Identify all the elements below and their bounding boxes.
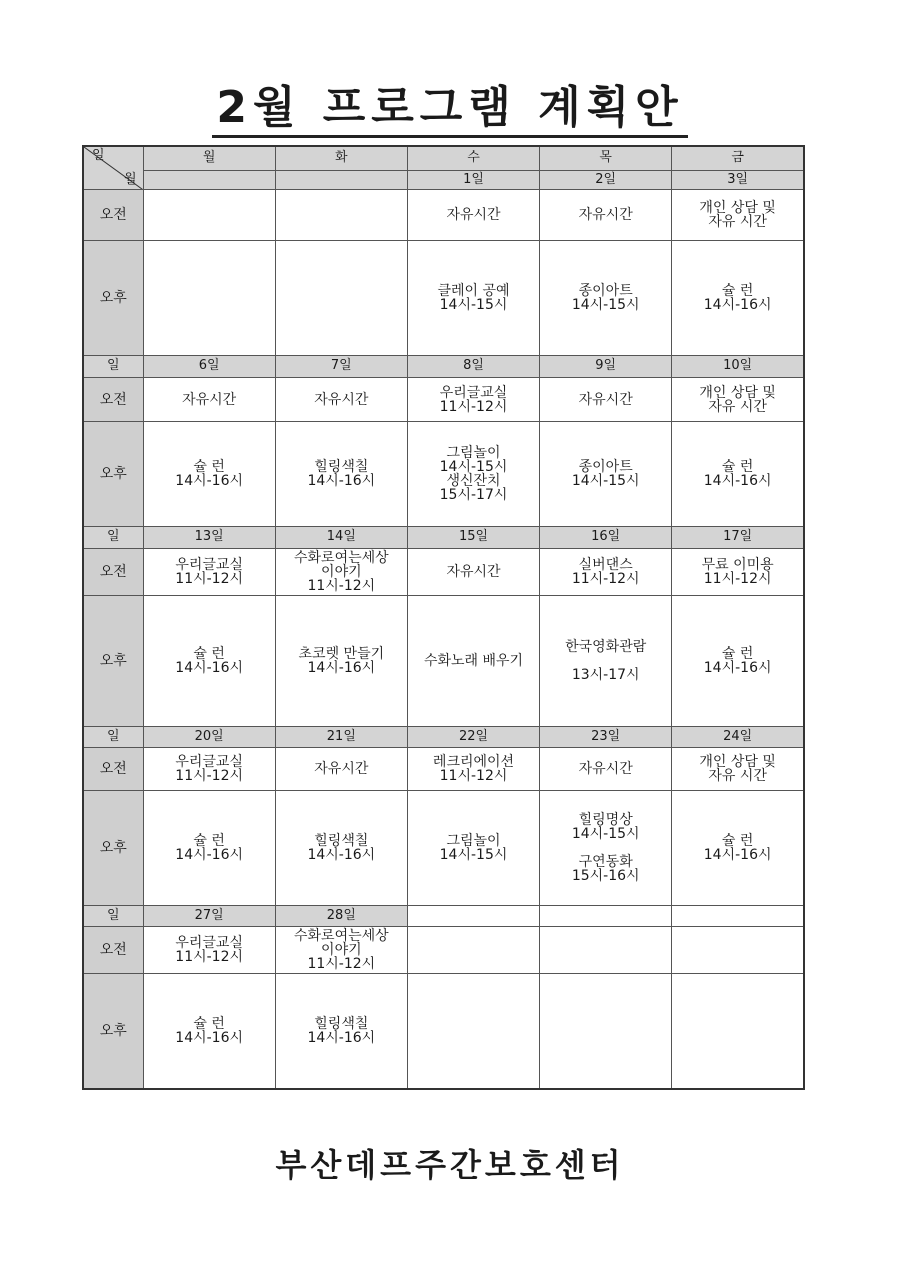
program-cell bbox=[540, 377, 672, 422]
weekday-fri: 금 bbox=[672, 146, 804, 170]
am-row bbox=[83, 190, 804, 241]
program-text: 11시-12시 bbox=[703, 570, 772, 587]
program-text: 슐 런 bbox=[193, 459, 225, 476]
program-text: 11시-12시 bbox=[439, 768, 508, 785]
program-cell bbox=[672, 927, 804, 974]
program-cell bbox=[407, 596, 539, 726]
program-cell bbox=[275, 422, 407, 527]
date-cell: 27일 bbox=[143, 905, 275, 927]
program-text: 14시-16시 bbox=[307, 1030, 376, 1046]
pm-row bbox=[83, 790, 804, 905]
program-text: 11시-12시 bbox=[175, 768, 244, 785]
pm-row bbox=[83, 241, 804, 356]
am-row bbox=[83, 748, 804, 790]
program-cell bbox=[540, 790, 672, 905]
program-text: 14시-16시 bbox=[703, 659, 772, 676]
weekday-header-row bbox=[83, 146, 804, 170]
program-text: 종이아트 bbox=[578, 459, 633, 476]
corner-month-label: 월 bbox=[124, 172, 137, 188]
program-text: 슐 런 bbox=[721, 283, 754, 300]
program-cell bbox=[540, 748, 672, 790]
program-cell bbox=[275, 790, 407, 905]
week-label: 일 bbox=[83, 356, 143, 378]
program-text: 슐 런 bbox=[721, 832, 754, 849]
center-name: 부산데프주간보호센터 bbox=[275, 1146, 625, 1184]
am-row bbox=[83, 927, 804, 974]
program-text: 그림놀이 bbox=[446, 445, 501, 462]
program-text: 11시-12시 bbox=[307, 956, 376, 973]
date-cell: 24일 bbox=[672, 726, 804, 748]
program-cell bbox=[143, 790, 275, 905]
am-row bbox=[83, 377, 804, 422]
program-text: 14시-16시 bbox=[175, 473, 244, 490]
program-cell bbox=[407, 377, 539, 422]
program-text: 15시-17시 bbox=[439, 487, 508, 504]
date-cell: 22일 bbox=[407, 726, 539, 748]
date-cell: 20일 bbox=[143, 726, 275, 748]
program-text: 자유 시간 bbox=[708, 768, 767, 785]
program-text: 그림놀이 bbox=[446, 832, 501, 849]
program-text: 자유 시간 bbox=[708, 214, 767, 231]
program-cell bbox=[540, 190, 672, 241]
program-cell bbox=[407, 974, 539, 1090]
program-text: 14시-16시 bbox=[175, 659, 244, 676]
program-cell bbox=[143, 927, 275, 974]
program-text: 14시-15시 bbox=[571, 473, 640, 490]
program-cell bbox=[540, 548, 672, 596]
program-text: 수화노래 배우기 bbox=[423, 652, 524, 669]
week-label: 일 bbox=[83, 726, 143, 748]
date-cell: 7일 bbox=[275, 356, 407, 378]
program-text: 11시-12시 bbox=[439, 398, 508, 415]
program-cell bbox=[407, 422, 539, 527]
program-text: 무료 이미용 bbox=[701, 556, 774, 573]
week-label: 일 bbox=[83, 526, 143, 548]
program-cell bbox=[407, 190, 539, 241]
spacer bbox=[540, 841, 671, 855]
spacer bbox=[540, 654, 671, 668]
program-text: 14시-16시 bbox=[703, 846, 772, 863]
program-text: 11시-12시 bbox=[307, 577, 376, 594]
program-cell bbox=[672, 422, 804, 527]
program-text: 14시-16시 bbox=[703, 297, 772, 314]
program-text: 14시-16시 bbox=[175, 846, 244, 863]
program-text: 11시-12시 bbox=[175, 570, 244, 587]
program-cell bbox=[275, 548, 407, 596]
program-text: 자유시간 bbox=[446, 563, 501, 580]
program-text: 자유시간 bbox=[578, 761, 633, 778]
program-text: 개인 상담 및 bbox=[699, 754, 776, 771]
program-text: 슐 런 bbox=[193, 832, 225, 849]
program-text: 자유시간 bbox=[578, 391, 633, 408]
program-text: 자유시간 bbox=[314, 761, 369, 778]
date-cell: 28일 bbox=[275, 905, 407, 927]
program-text: 수화로여는세상 bbox=[294, 549, 389, 566]
program-cell bbox=[672, 748, 804, 790]
program-cell bbox=[540, 596, 672, 726]
program-cell bbox=[275, 596, 407, 726]
date-cell: 16일 bbox=[540, 526, 672, 548]
program-text: 이야기 bbox=[321, 942, 362, 959]
am-row bbox=[83, 548, 804, 596]
program-text: 힐링색칠 bbox=[314, 1016, 369, 1032]
program-text: 11시-12시 bbox=[175, 949, 244, 966]
date-cell bbox=[407, 905, 539, 927]
program-text: 14시-16시 bbox=[307, 659, 376, 676]
program-text: 우리글교실 bbox=[175, 754, 243, 771]
page-title: 2월 프로그램 계획안 bbox=[0, 82, 900, 138]
date-cell: 13일 bbox=[143, 526, 275, 548]
program-text: 종이아트 bbox=[578, 283, 633, 300]
program-cell bbox=[275, 974, 407, 1090]
program-text: 우리글교실 bbox=[175, 935, 243, 952]
pm-label: 오후 bbox=[83, 974, 143, 1090]
program-cell bbox=[143, 422, 275, 527]
date-cell: 6일 bbox=[143, 356, 275, 378]
date-cell: 14일 bbox=[275, 526, 407, 548]
program-text: 개인 상담 및 bbox=[699, 384, 776, 401]
pm-label: 오후 bbox=[83, 422, 143, 527]
program-text: 힐링색칠 bbox=[314, 832, 369, 849]
program-cell bbox=[407, 241, 539, 356]
program-cell bbox=[143, 241, 275, 356]
program-cell bbox=[672, 190, 804, 241]
program-text: 실버댄스 bbox=[578, 556, 633, 573]
program-text: 11시-12시 bbox=[571, 570, 640, 587]
program-text: 14시-15시 bbox=[571, 297, 640, 314]
program-text: 자유 시간 bbox=[708, 398, 767, 415]
pm-row bbox=[83, 596, 804, 726]
pm-label: 오후 bbox=[83, 596, 143, 726]
program-text: 14시-16시 bbox=[175, 1030, 244, 1046]
program-cell bbox=[143, 748, 275, 790]
date-cell: 17일 bbox=[672, 526, 804, 548]
program-cell bbox=[275, 377, 407, 422]
program-cell bbox=[407, 748, 539, 790]
date-cell: 9일 bbox=[540, 356, 672, 378]
date-cell bbox=[540, 905, 672, 927]
date-cell: 10일 bbox=[672, 356, 804, 378]
weekday-tue: 화 bbox=[275, 146, 407, 170]
program-text: 14시-15시 bbox=[439, 846, 508, 863]
am-label: 오전 bbox=[83, 190, 143, 241]
program-text: 14시-16시 bbox=[703, 473, 772, 490]
program-cell bbox=[275, 241, 407, 356]
program-cell bbox=[672, 974, 804, 1090]
program-cell bbox=[540, 927, 672, 974]
program-text: 13시-17시 bbox=[571, 666, 640, 683]
program-cell bbox=[540, 241, 672, 356]
corner-cell bbox=[83, 146, 143, 190]
program-text: 자유시간 bbox=[182, 391, 237, 408]
program-text: 자유시간 bbox=[578, 207, 633, 224]
program-text: 14시-15시 bbox=[439, 459, 508, 476]
am-label: 오전 bbox=[83, 748, 143, 790]
program-text: 자유시간 bbox=[446, 207, 501, 224]
program-text: 슐 런 bbox=[193, 1016, 225, 1032]
program-cell bbox=[407, 790, 539, 905]
program-cell bbox=[540, 974, 672, 1090]
program-text: 수화로여는세상 bbox=[294, 928, 389, 945]
program-text: 이야기 bbox=[321, 563, 362, 580]
date-cell: 1일 bbox=[407, 170, 539, 190]
program-text: 14시-16시 bbox=[307, 473, 376, 490]
program-cell bbox=[143, 974, 275, 1090]
date-row bbox=[83, 726, 804, 748]
program-text: 우리글교실 bbox=[439, 384, 508, 401]
week-label: 일 bbox=[83, 905, 143, 927]
program-cell bbox=[540, 422, 672, 527]
schedule-table bbox=[82, 145, 805, 1090]
am-label: 오전 bbox=[83, 548, 143, 596]
program-text: 슐 런 bbox=[193, 645, 225, 662]
weekday-mon: 월 bbox=[143, 146, 275, 170]
pm-label: 오후 bbox=[83, 790, 143, 905]
weekday-wed: 수 bbox=[407, 146, 539, 170]
program-text: 힐링색칠 bbox=[314, 459, 369, 476]
date-cell bbox=[275, 170, 407, 190]
date-cell bbox=[143, 170, 275, 190]
program-cell bbox=[275, 190, 407, 241]
program-cell bbox=[672, 548, 804, 596]
program-cell bbox=[143, 377, 275, 422]
program-text: 클레이 공예 bbox=[437, 283, 510, 300]
date-row bbox=[83, 356, 804, 378]
program-text: 초코렛 만들기 bbox=[298, 645, 385, 662]
program-text: 우리글교실 bbox=[175, 556, 243, 573]
date-cell: 3일 bbox=[672, 170, 804, 190]
program-cell bbox=[672, 790, 804, 905]
program-text: 14시-16시 bbox=[307, 846, 376, 863]
program-text: 레크리에이션 bbox=[432, 754, 515, 771]
pm-row bbox=[83, 974, 804, 1090]
date-cell: 21일 bbox=[275, 726, 407, 748]
program-cell bbox=[143, 596, 275, 726]
program-text: 생신잔치 bbox=[446, 473, 501, 490]
program-text: 힐링명상 bbox=[578, 811, 633, 828]
date-cell: 8일 bbox=[407, 356, 539, 378]
program-text: 14시-15시 bbox=[571, 825, 640, 842]
program-text: 자유시간 bbox=[314, 391, 369, 408]
program-text: 슐 런 bbox=[721, 459, 754, 476]
program-text: 14시-15시 bbox=[439, 297, 508, 314]
program-text: 한국영화관람 bbox=[565, 638, 647, 655]
program-cell bbox=[672, 377, 804, 422]
am-label: 오전 bbox=[83, 377, 143, 422]
program-cell bbox=[407, 548, 539, 596]
program-cell bbox=[672, 596, 804, 726]
program-text: 개인 상담 및 bbox=[699, 200, 776, 217]
date-cell: 2일 bbox=[540, 170, 672, 190]
program-cell bbox=[275, 748, 407, 790]
pm-label: 오후 bbox=[83, 241, 143, 356]
program-cell bbox=[407, 927, 539, 974]
pm-row bbox=[83, 422, 804, 527]
date-cell bbox=[672, 905, 804, 927]
date-cell: 15일 bbox=[407, 526, 539, 548]
program-cell bbox=[275, 927, 407, 974]
date-cell: 23일 bbox=[540, 726, 672, 748]
am-label: 오전 bbox=[83, 927, 143, 974]
date-row bbox=[83, 170, 804, 190]
date-row bbox=[83, 526, 804, 548]
program-cell bbox=[143, 190, 275, 241]
program-cell bbox=[672, 241, 804, 356]
weekday-thu: 목 bbox=[540, 146, 672, 170]
program-text: 구연동화 bbox=[578, 853, 633, 870]
program-text: 15시-16시 bbox=[571, 867, 640, 884]
date-row bbox=[83, 905, 804, 927]
program-cell bbox=[143, 548, 275, 596]
program-text: 슐 런 bbox=[721, 645, 754, 662]
corner-day-label: 일 bbox=[92, 148, 105, 163]
